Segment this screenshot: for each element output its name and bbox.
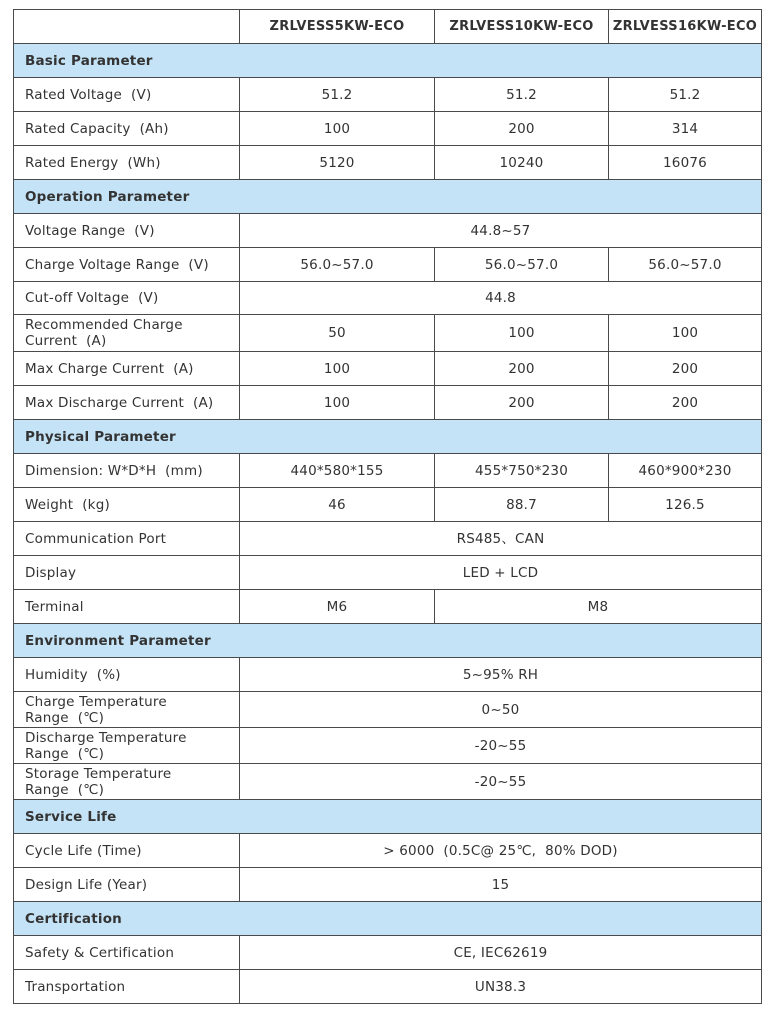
value-cell: 455*750*230 bbox=[435, 454, 609, 488]
row-label-cycle-life: Cycle Life (Time) bbox=[14, 834, 240, 868]
section-operation-parameter bbox=[14, 180, 762, 214]
value-cell: 16076 bbox=[609, 146, 762, 180]
value-cell: 5120 bbox=[240, 146, 435, 180]
table-row bbox=[14, 112, 762, 146]
table-row bbox=[14, 970, 762, 1004]
row-label-weight: Weight (kg) bbox=[14, 488, 240, 522]
section-physical-parameter bbox=[14, 420, 762, 454]
value-cell: 200 bbox=[435, 112, 609, 146]
table-row bbox=[14, 692, 762, 728]
table-row bbox=[14, 454, 762, 488]
value-cell: 200 bbox=[435, 386, 609, 420]
value-cell-merged: 0~50 bbox=[240, 692, 762, 728]
value-cell: 200 bbox=[609, 386, 762, 420]
value-cell: 10240 bbox=[435, 146, 609, 180]
table-row bbox=[14, 590, 762, 624]
header-model-10kw: ZRLVESS10KW-ECO bbox=[435, 10, 609, 44]
section-certification bbox=[14, 902, 762, 936]
value-cell: 56.0~57.0 bbox=[240, 248, 435, 282]
value-cell: 440*580*155 bbox=[240, 454, 435, 488]
section-environment-parameter bbox=[14, 624, 762, 658]
table-row bbox=[14, 868, 762, 902]
value-cell: 100 bbox=[435, 315, 609, 352]
row-label-recommended-charge-current: Recommended Charge Current (A) bbox=[14, 315, 240, 352]
value-cell: 51.2 bbox=[240, 78, 435, 112]
row-label-display: Display bbox=[14, 556, 240, 590]
row-label-dimension: Dimension: W*D*H (mm) bbox=[14, 454, 240, 488]
row-label-rated-voltage: Rated Voltage (V) bbox=[14, 78, 240, 112]
table-row bbox=[14, 78, 762, 112]
table-row bbox=[14, 352, 762, 386]
value-cell: 460*900*230 bbox=[609, 454, 762, 488]
header-row bbox=[14, 10, 762, 44]
value-cell: 51.2 bbox=[435, 78, 609, 112]
row-label-discharge-temperature-range: Discharge Temperature Range (℃) bbox=[14, 728, 240, 764]
value-cell: 88.7 bbox=[435, 488, 609, 522]
table-row bbox=[14, 936, 762, 970]
row-label-design-life: Design Life (Year) bbox=[14, 868, 240, 902]
value-cell-merged: -20~55 bbox=[240, 764, 762, 800]
value-cell: 46 bbox=[240, 488, 435, 522]
table-row bbox=[14, 834, 762, 868]
section-title: Physical Parameter bbox=[14, 420, 762, 454]
value-cell: 50 bbox=[240, 315, 435, 352]
row-label-cutoff-voltage: Cut-off Voltage (V) bbox=[14, 282, 240, 315]
value-cell: 200 bbox=[609, 352, 762, 386]
section-title: Service Life bbox=[14, 800, 762, 834]
row-label-safety-certification: Safety & Certification bbox=[14, 936, 240, 970]
row-label-terminal: Terminal bbox=[14, 590, 240, 624]
value-cell: M6 bbox=[240, 590, 435, 624]
row-label-rated-energy: Rated Energy (Wh) bbox=[14, 146, 240, 180]
table-row bbox=[14, 386, 762, 420]
row-label-communication-port: Communication Port bbox=[14, 522, 240, 556]
table-row bbox=[14, 214, 762, 248]
row-label-rated-capacity: Rated Capacity (Ah) bbox=[14, 112, 240, 146]
value-cell-merged: CE, IEC62619 bbox=[240, 936, 762, 970]
value-cell-merged: 44.8~57 bbox=[240, 214, 762, 248]
table-row bbox=[14, 488, 762, 522]
value-cell-merged: 44.8 bbox=[240, 282, 762, 315]
table-row bbox=[14, 248, 762, 282]
table-row bbox=[14, 522, 762, 556]
row-label-charge-temperature-range: Charge Temperature Range (℃) bbox=[14, 692, 240, 728]
section-title: Basic Parameter bbox=[14, 44, 762, 78]
value-cell-merged: LED + LCD bbox=[240, 556, 762, 590]
row-label-humidity: Humidity (%) bbox=[14, 658, 240, 692]
table-row bbox=[14, 315, 762, 352]
header-model-16kw: ZRLVESS16KW-ECO bbox=[609, 10, 762, 44]
value-cell: 200 bbox=[435, 352, 609, 386]
section-title: Certification bbox=[14, 902, 762, 936]
row-label-storage-temperature-range: Storage Temperature Range (℃) bbox=[14, 764, 240, 800]
header-blank-cell bbox=[14, 10, 240, 44]
value-cell-merged: M8 bbox=[435, 590, 762, 624]
header-model-5kw: ZRLVESS5KW-ECO bbox=[240, 10, 435, 44]
value-cell: 314 bbox=[609, 112, 762, 146]
value-cell: 126.5 bbox=[609, 488, 762, 522]
value-cell: 56.0~57.0 bbox=[609, 248, 762, 282]
section-title: Environment Parameter bbox=[14, 624, 762, 658]
row-label-charge-voltage-range: Charge Voltage Range (V) bbox=[14, 248, 240, 282]
value-cell-merged: -20~55 bbox=[240, 728, 762, 764]
table-row bbox=[14, 556, 762, 590]
row-label-max-discharge-current: Max Discharge Current (A) bbox=[14, 386, 240, 420]
table-row bbox=[14, 146, 762, 180]
section-basic-parameter bbox=[14, 44, 762, 78]
spec-table bbox=[13, 9, 762, 1004]
table-row bbox=[14, 764, 762, 800]
value-cell-merged: UN38.3 bbox=[240, 970, 762, 1004]
value-cell: 100 bbox=[240, 386, 435, 420]
value-cell-merged: RS485、CAN bbox=[240, 522, 762, 556]
row-label-max-charge-current: Max Charge Current (A) bbox=[14, 352, 240, 386]
value-cell-merged: 5~95% RH bbox=[240, 658, 762, 692]
section-title: Operation Parameter bbox=[14, 180, 762, 214]
value-cell: 100 bbox=[240, 352, 435, 386]
value-cell: 51.2 bbox=[609, 78, 762, 112]
table-row bbox=[14, 282, 762, 315]
value-cell: 100 bbox=[609, 315, 762, 352]
table-row bbox=[14, 728, 762, 764]
value-cell-merged: 15 bbox=[240, 868, 762, 902]
value-cell-merged: > 6000 (0.5C@ 25℃, 80% DOD) bbox=[240, 834, 762, 868]
section-service-life bbox=[14, 800, 762, 834]
table-row bbox=[14, 658, 762, 692]
value-cell: 56.0~57.0 bbox=[435, 248, 609, 282]
row-label-voltage-range: Voltage Range (V) bbox=[14, 214, 240, 248]
row-label-transportation: Transportation bbox=[14, 970, 240, 1004]
value-cell: 100 bbox=[240, 112, 435, 146]
